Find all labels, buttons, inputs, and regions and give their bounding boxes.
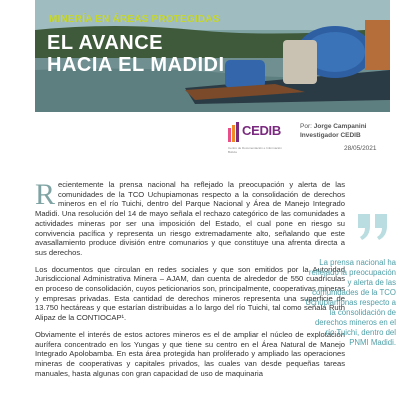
author-role: Investigador CEDIB xyxy=(300,132,361,139)
article-body xyxy=(35,180,345,385)
logo-text: CEDIB xyxy=(242,123,281,138)
byline-prefix: Por: xyxy=(300,123,312,130)
paragraph-2: Los documentos que circulan en redes sociales y que son emitidos por la Autoridad Jurisdiccional Administrativa Minera – AJAM, dan cuenta de alrededor de 550 cuadrículas en proceso de consolidación, cuyos peticionarios son, principalmente, cooperativas mineras y empresas privadas. Esta cantidad de derechos mineros representa una superficie de 13.750 hectáreas y que estarían distribuidas a lo largo del río Tuichi, tal como señala Ruth Alipaz de la CONTIOCAP¹. xyxy=(35,264,345,323)
quote-icon xyxy=(356,210,390,244)
hero-photo xyxy=(35,0,390,112)
publish-date: 28/05/2021 xyxy=(344,145,377,152)
title-line-1: EL AVANCE xyxy=(47,32,163,54)
cedib-logo xyxy=(228,120,282,160)
title-line-2: HACIA EL MADIDI xyxy=(47,54,225,76)
article-title xyxy=(47,32,225,76)
paragraph-3: Obviamente el interés de estos actores mineros es el de ampliar el núcleo de explotación aurífera concentrado en los Yungas y que tiene su centro en el Área Natural de Manejo Integrado Apolobamba. En esta área protegida han proliferado y ampliado las operaciones mineras de cooperativas y capitales privados, las cuales van desde pequeñas tareas manuales, hasta algunas con gran capacidad de uso de maquinaria xyxy=(35,329,345,378)
logo-tagline: Centro de Documentación e Información Bolivia xyxy=(228,146,282,154)
section-kicker: MINERÍA EN ÁREAS PROTEGIDAS xyxy=(49,14,220,25)
author-name: Jorge Campanini xyxy=(313,123,367,130)
paragraph-1-text: ecientemente la prensa nacional ha reflejado la preocupación y alerta de las comunidades de la TCO Uchupiamonas respecto a la consolidación de derechos mineros en el río Tuichi, dentro del Parque Nacional y Área de Manejo Integrado Madidi. Una resolución del 14 de mayo señala el rechazo categórico de las comunidades a actividades mineras por ser una imposición del Estado, el cual pone en riesgo su convivencia pacífica y representa un riesgo extremadamente alto, señalando que este avasallamiento produce división entre comunarios y que constituye una afrenta directa a sus derechos. xyxy=(35,180,345,257)
drop-cap: R xyxy=(35,178,56,211)
byline xyxy=(300,122,366,140)
pull-quote: La prensa nacional ha reflejado la preocupación y alerta de las comunidades de la TCO Uchupiamonas respecto a la consolidación de derechos mineros en el río Tuichi, dentro del PNMI Madidi. xyxy=(305,258,396,347)
paragraph-1 xyxy=(35,180,345,258)
